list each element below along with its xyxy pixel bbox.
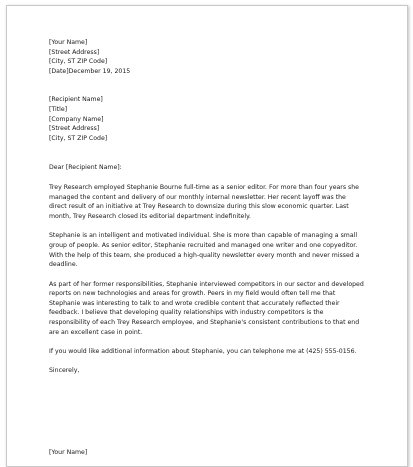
sender-address (49, 38, 365, 76)
paragraph-2: Stephanie is an intelligent and motivated individual. She is more than capable of managing a small group of people. As senior editor, Stephanie recruited and managed one writer and one copyeditor. With the help of this team, she produced a high-quality newsletter every month and never missed a deadline. (49, 232, 360, 269)
sender-street: [Street Address] (49, 48, 100, 56)
paragraph-1: Trey Research employed Stephanie Bourne full-time as a senior editor. For more than four years she managed the content and delivery of our monthly internal newsletter. Her recent layoff was the direct result of an initiative at Trey Research to downsize during this slow economic quarter. Last month, Trey Research closed its editorial department indefinitely. (49, 183, 359, 220)
recipient-company: [Company Name] (49, 115, 104, 123)
recipient-city: [City, ST ZIP Code] (49, 134, 108, 142)
recipient-name: [Recipient Name] (49, 96, 103, 104)
paragraph-4: If you would like additional information about Stephanie, you can telephone me at (425) 555-0156. (49, 348, 357, 356)
signature-name: [Your Name] (49, 449, 88, 456)
paragraph-3: As part of her former responsibilities, Stephanie interviewed competitors in our sector and developed reports on new technologies and areas for growth. Peers in my field would often tell me that Stephanie was interesting to talk to and wrote credible content that accurately reflected their feedback. I believe that developing quality relationships with industry competitors is the responsibility of each Trey Research employee, and Stephanie's consistent contributions to that end are an excellent case in point. (49, 280, 364, 336)
recipient-street: [Street Address] (49, 125, 100, 133)
sender-name: [Your Name] (49, 39, 88, 46)
closing: Sincerely, (49, 366, 80, 374)
letter-date: [Date]December 19, 2015 (49, 67, 131, 75)
recipient-address (49, 95, 365, 143)
greeting: Dear [Recipient Name]: (49, 164, 122, 172)
letter-body (49, 38, 365, 375)
sender-city: [City, ST ZIP Code] (49, 58, 108, 66)
recipient-title: [Title] (49, 105, 68, 113)
